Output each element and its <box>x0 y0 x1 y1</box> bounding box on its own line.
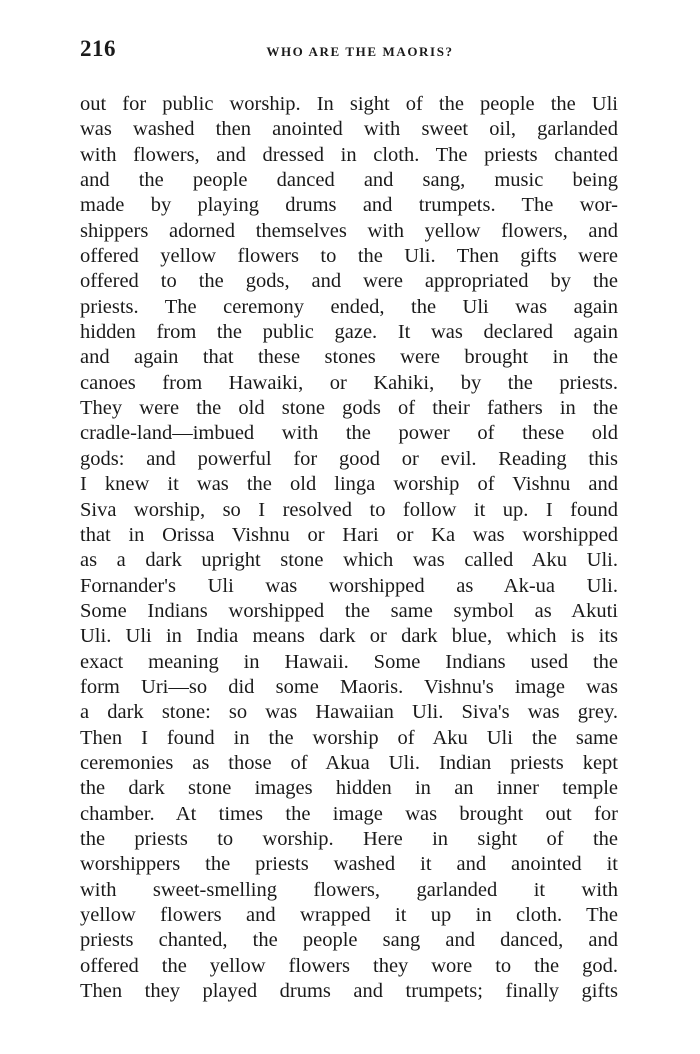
text-line: They were the old stone gods of their fathers in the <box>80 397 618 420</box>
text-line: gods: and powerful for good or evil. Reading this <box>80 447 618 470</box>
text-line: ceremonies as those of Akua Uli. Indian priests kept <box>80 751 618 774</box>
text-line: priests chanted, the people sang and danced, and <box>80 929 618 952</box>
text-line: that in Orissa Vishnu or Hari or Ka was worshipped <box>80 523 618 546</box>
text-line: Some Indians worshipped the same symbol as Akuti <box>80 599 618 622</box>
running-title: WHO ARE THE MAORIS? <box>266 44 454 59</box>
text-line: cradle-land—imbued with the power of these old <box>80 422 618 445</box>
text-line: Then they played drums and trumpets; finally gifts <box>80 980 618 1003</box>
text-line: and again that these stones were brought in the <box>80 346 618 369</box>
text-line: offered the yellow flowers they wore to the god. <box>80 954 618 977</box>
text-line: Fornander's Uli was worshipped as Ak-ua Uli. <box>80 574 618 597</box>
text-line: out for public worship. In sight of the people the Uli <box>80 93 618 115</box>
text-line: hidden from the public gaze. It was declared again <box>80 321 618 344</box>
text-line: offered yellow flowers to the Uli. Then gifts were <box>80 245 618 268</box>
body-text <box>80 92 618 1004</box>
text-line: Then I found in the worship of Aku Uli the same <box>80 726 618 749</box>
text-line: canoes from Hawaiki, or Kahiki, by the priests. <box>80 371 618 394</box>
text-line: as a dark upright stone which was called Aku Uli. <box>80 549 618 572</box>
text-line: yellow flowers and wrapped it up in cloth. The <box>80 904 618 926</box>
text-line: and the people danced and sang, music being <box>80 169 618 192</box>
text-line: offered to the gods, and were appropriated by the <box>80 270 618 293</box>
text-line: I knew it was the old linga worship of Vishnu and <box>80 473 618 496</box>
text-line: priests. The ceremony ended, the Uli was again <box>80 295 618 318</box>
text-line: a dark stone: so was Hawaiian Uli. Siva's was grey. <box>80 701 618 724</box>
text-line: exact meaning in Hawaii. Some Indians used the <box>80 650 618 673</box>
text-line: with sweet-smelling flowers, garlanded it with <box>80 878 618 901</box>
text-line: with flowers, and dressed in cloth. The priests chanted <box>80 143 618 166</box>
text-line: shippers adorned themselves with yellow flowers, and <box>80 219 618 242</box>
text-line: was washed then anointed with sweet oil, garlanded <box>80 118 618 141</box>
text-line: the priests to worship. Here in sight of the <box>80 827 618 850</box>
text-line: form Uri—so did some Maoris. Vishnu's image was <box>80 675 618 698</box>
text-line: made by playing drums and trumpets. The wor- <box>80 194 618 217</box>
running-head <box>80 36 620 70</box>
text-line: worshippers the priests washed it and anointed it <box>80 853 618 876</box>
text-line: chamber. At times the image was brought out for <box>80 802 618 825</box>
text-line: Siva worship, so I resolved to follow it up. I found <box>80 498 618 521</box>
page-number: 216 <box>80 36 116 61</box>
text-line: Uli. Uli in India means dark or dark blue, which is its <box>80 625 618 648</box>
text-line: the dark stone images hidden in an inner temple <box>80 777 618 800</box>
